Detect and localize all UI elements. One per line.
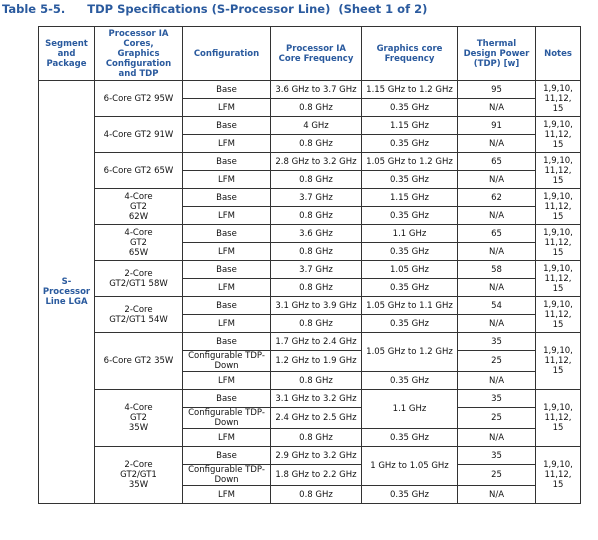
notes-cell: 1,9,10, 11,12, 15 (536, 390, 581, 447)
tdp-cell: 58 (458, 261, 536, 279)
tdp-cell: 25 (458, 408, 536, 429)
table-title (2, 2, 427, 16)
table-row (39, 390, 581, 408)
configuration-cell: Base (183, 297, 271, 315)
ia-frequency-cell: 3.7 GHz (271, 189, 362, 207)
configuration-cell: Base (183, 189, 271, 207)
graphics-frequency-cell: 1.05 GHz to 1.2 GHz (362, 153, 458, 171)
ia-frequency-cell: 0.8 GHz (271, 135, 362, 153)
graphics-frequency-cell: 1.15 GHz to 1.2 GHz (362, 81, 458, 99)
graphics-frequency-cell: 0.35 GHz (362, 99, 458, 117)
core-config-cell: 4-Core GT2 62W (95, 189, 183, 225)
configuration-cell: Base (183, 447, 271, 465)
ia-frequency-cell: 1.2 GHz to 1.9 GHz (271, 351, 362, 372)
notes-cell: 1,9,10, 11,12, 15 (536, 447, 581, 504)
graphics-frequency-cell: 0.35 GHz (362, 243, 458, 261)
header-tdp: Thermal Design Power (TDP) [w] (458, 27, 536, 81)
core-config-cell: 6-Core GT2 65W (95, 153, 183, 189)
tdp-cell: 95 (458, 81, 536, 99)
ia-frequency-cell: 0.8 GHz (271, 372, 362, 390)
graphics-frequency-cell: 0.35 GHz (362, 171, 458, 189)
graphics-frequency-cell: 1.05 GHz to 1.2 GHz (362, 333, 458, 372)
configuration-cell: LFM (183, 243, 271, 261)
graphics-frequency-cell: 0.35 GHz (362, 135, 458, 153)
ia-frequency-cell: 3.1 GHz to 3.2 GHz (271, 390, 362, 408)
configuration-cell: Base (183, 81, 271, 99)
configuration-cell: Base (183, 261, 271, 279)
tdp-cell: N/A (458, 486, 536, 504)
tdp-cell: 35 (458, 333, 536, 351)
tdp-cell: N/A (458, 279, 536, 297)
notes-cell: 1,9,10, 11,12, 15 (536, 189, 581, 225)
tdp-cell: N/A (458, 135, 536, 153)
core-config-cell: 6-Core GT2 95W (95, 81, 183, 117)
table-number: Table 5-5. (2, 2, 66, 16)
core-config-cell: 2-Core GT2/GT1 54W (95, 297, 183, 333)
core-config-cell: 4-Core GT2 91W (95, 117, 183, 153)
notes-cell: 1,9,10, 11,12, 15 (536, 261, 581, 297)
ia-frequency-cell: 0.8 GHz (271, 429, 362, 447)
configuration-cell: Base (183, 153, 271, 171)
configuration-cell: Base (183, 225, 271, 243)
ia-frequency-cell: 3.7 GHz (271, 261, 362, 279)
tdp-cell: 54 (458, 297, 536, 315)
table-row (39, 333, 581, 351)
configuration-cell: LFM (183, 486, 271, 504)
notes-cell: 1,9,10, 11,12, 15 (536, 153, 581, 189)
graphics-frequency-cell: 1.15 GHz (362, 189, 458, 207)
configuration-cell: LFM (183, 372, 271, 390)
ia-frequency-cell: 3.1 GHz to 3.9 GHz (271, 297, 362, 315)
table-body (39, 81, 581, 504)
configuration-cell: LFM (183, 135, 271, 153)
ia-frequency-cell: 1.7 GHz to 2.4 GHz (271, 333, 362, 351)
tdp-cell: 25 (458, 465, 536, 486)
core-config-cell: 4-Core GT2 35W (95, 390, 183, 447)
tdp-spec-table (38, 26, 581, 504)
header-ia-frequency: Processor IA Core Frequency (271, 27, 362, 81)
segment-cell: S- Processor Line LGA (39, 81, 95, 504)
tdp-cell: 62 (458, 189, 536, 207)
core-config-cell: 2-Core GT2/GT1 58W (95, 261, 183, 297)
core-config-cell: 6-Core GT2 35W (95, 333, 183, 390)
notes-cell: 1,9,10, 11,12, 15 (536, 225, 581, 261)
tdp-cell: N/A (458, 372, 536, 390)
ia-frequency-cell: 0.8 GHz (271, 486, 362, 504)
ia-frequency-cell: 0.8 GHz (271, 207, 362, 225)
table-row (39, 189, 581, 207)
notes-cell: 1,9,10, 11,12, 15 (536, 297, 581, 333)
graphics-frequency-cell: 0.35 GHz (362, 486, 458, 504)
configuration-cell: LFM (183, 207, 271, 225)
configuration-cell: Configurable TDP- Down (183, 465, 271, 486)
header-segment: Segment and Package (39, 27, 95, 81)
table-row (39, 117, 581, 135)
header-row (39, 27, 581, 81)
configuration-cell: LFM (183, 429, 271, 447)
graphics-frequency-cell: 1.05 GHz (362, 261, 458, 279)
header-notes: Notes (536, 27, 581, 81)
table-caption: TDP Specifications (S-Processor Line) (Sheet 1 of 2) (87, 2, 428, 16)
graphics-frequency-cell: 1 GHz to 1.05 GHz (362, 447, 458, 486)
table-row (39, 447, 581, 465)
tdp-cell: N/A (458, 429, 536, 447)
configuration-cell: Base (183, 117, 271, 135)
tdp-cell: 35 (458, 390, 536, 408)
configuration-cell: LFM (183, 279, 271, 297)
header-core-config: Processor IA Cores, Graphics Configuration and TDP (95, 27, 183, 81)
graphics-frequency-cell: 0.35 GHz (362, 372, 458, 390)
graphics-frequency-cell: 1.15 GHz (362, 117, 458, 135)
header-configuration: Configuration (183, 27, 271, 81)
table-row (39, 225, 581, 243)
ia-frequency-cell: 0.8 GHz (271, 171, 362, 189)
tdp-cell: N/A (458, 243, 536, 261)
tdp-cell: 65 (458, 225, 536, 243)
tdp-cell: 35 (458, 447, 536, 465)
graphics-frequency-cell: 0.35 GHz (362, 315, 458, 333)
configuration-cell: Configurable TDP- Down (183, 408, 271, 429)
tdp-cell: 91 (458, 117, 536, 135)
tdp-cell: N/A (458, 315, 536, 333)
ia-frequency-cell: 2.9 GHz to 3.2 GHz (271, 447, 362, 465)
configuration-cell: Base (183, 390, 271, 408)
tdp-cell: 25 (458, 351, 536, 372)
core-config-cell: 2-Core GT2/GT1 35W (95, 447, 183, 504)
ia-frequency-cell: 2.8 GHz to 3.2 GHz (271, 153, 362, 171)
ia-frequency-cell: 4 GHz (271, 117, 362, 135)
graphics-frequency-cell: 0.35 GHz (362, 207, 458, 225)
configuration-cell: Base (183, 333, 271, 351)
configuration-cell: LFM (183, 99, 271, 117)
core-config-cell: 4-Core GT2 65W (95, 225, 183, 261)
graphics-frequency-cell: 0.35 GHz (362, 429, 458, 447)
tdp-cell: 65 (458, 153, 536, 171)
ia-frequency-cell: 0.8 GHz (271, 279, 362, 297)
table-row (39, 81, 581, 99)
table-row (39, 297, 581, 315)
graphics-frequency-cell: 1.1 GHz (362, 225, 458, 243)
ia-frequency-cell: 0.8 GHz (271, 99, 362, 117)
notes-cell: 1,9,10, 11,12, 15 (536, 81, 581, 117)
ia-frequency-cell: 3.6 GHz to 3.7 GHz (271, 81, 362, 99)
graphics-frequency-cell: 0.35 GHz (362, 279, 458, 297)
notes-cell: 1,9,10, 11,12, 15 (536, 333, 581, 390)
tdp-cell: N/A (458, 207, 536, 225)
header-graphics-frequency: Graphics core Frequency (362, 27, 458, 81)
ia-frequency-cell: 0.8 GHz (271, 243, 362, 261)
ia-frequency-cell: 0.8 GHz (271, 315, 362, 333)
graphics-frequency-cell: 1.05 GHz to 1.1 GHz (362, 297, 458, 315)
ia-frequency-cell: 3.6 GHz (271, 225, 362, 243)
notes-cell: 1,9,10, 11,12, 15 (536, 117, 581, 153)
tdp-cell: N/A (458, 171, 536, 189)
ia-frequency-cell: 1.8 GHz to 2.2 GHz (271, 465, 362, 486)
configuration-cell: LFM (183, 171, 271, 189)
tdp-cell: N/A (458, 99, 536, 117)
ia-frequency-cell: 2.4 GHz to 2.5 GHz (271, 408, 362, 429)
configuration-cell: Configurable TDP- Down (183, 351, 271, 372)
graphics-frequency-cell: 1.1 GHz (362, 390, 458, 429)
table-row (39, 261, 581, 279)
configuration-cell: LFM (183, 315, 271, 333)
table-row (39, 153, 581, 171)
